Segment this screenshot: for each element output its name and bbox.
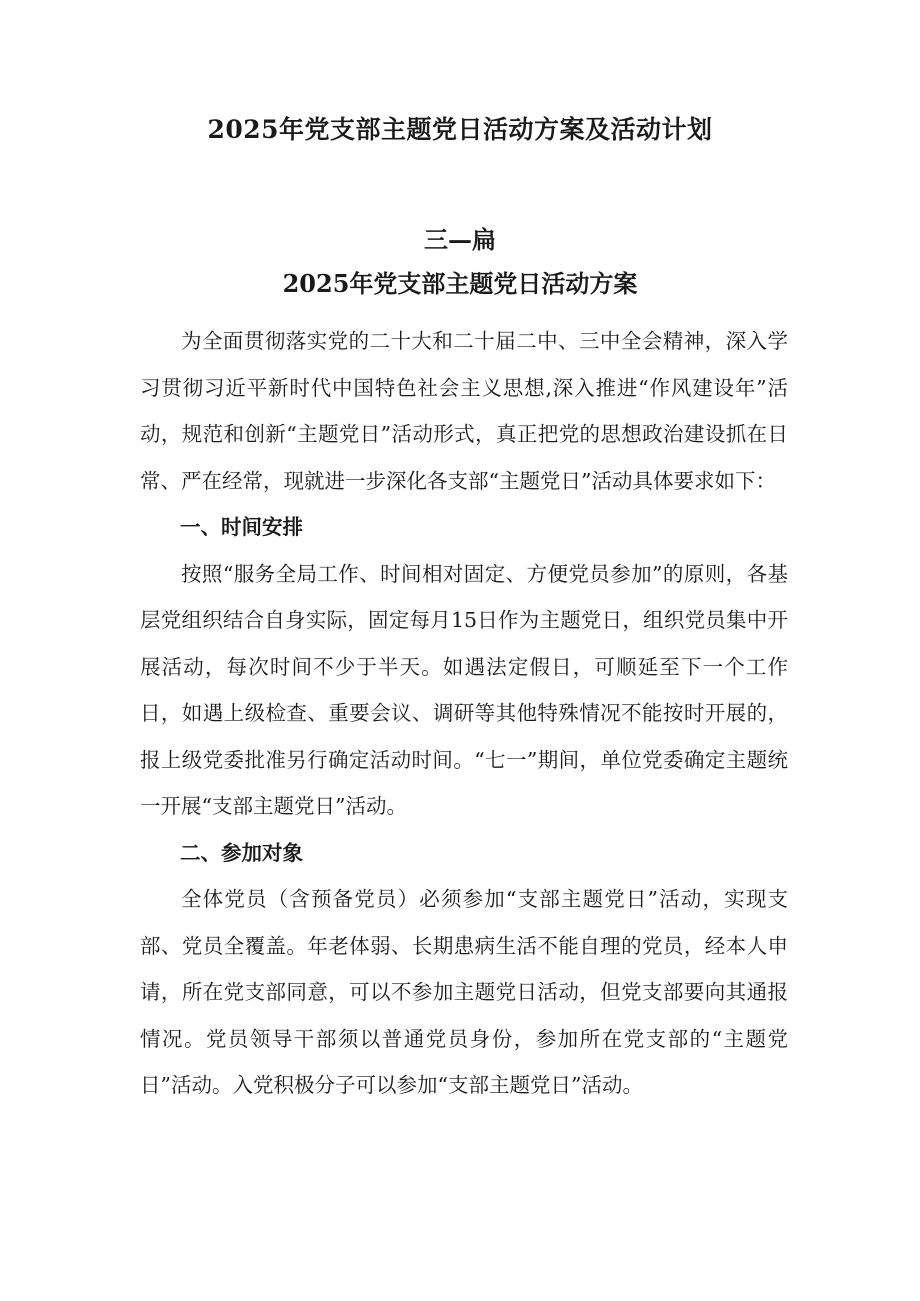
document-body	[140, 318, 788, 1109]
section-heading-time: 一、时间安排	[180, 515, 303, 539]
section-paragraph-participants: 全体党员（含预备党员）必须参加“支部主题党日”活动，实现支部、党员全覆盖。年老体弱、长期患病生活不能自理的党员，经本人申请，所在党支部同意，可以不参加主题党日活动，但党支部要向其通报情况。党员领导干部须以普通党员身份，参加所在党支部的“主题党日”活动。入党积极分子可以参加“支部主题党日”活动。	[140, 887, 788, 1097]
part-label: 三—扁	[424, 225, 496, 254]
part-title: 2025年党支部主题党日活动方案	[282, 269, 638, 298]
document-title: 2025年党支部主题党日活动方案及活动计划	[207, 115, 713, 144]
intro-paragraph: 为全面贯彻落实党的二十大和二十届二中、三中全会精神，深入学习贯彻习近平新时代中国特色社会主义思想,深入推进“作风建设年”活动，规范和创新“主题党日”活动形式，真正把党的思想政治建设抓在日常、严在经常，现就进一步深化各支部“主题党日”活动具体要求如下：	[140, 329, 788, 493]
section-heading-participants: 二、参加对象	[180, 840, 303, 865]
section-paragraph-time: 按照“服务全局工作、时间相对固定、方便党员参加”的原则，各基层党组织结合自身实际，固定每月15日作为主题党日，组织党员集中开展活动，每次时间不少于半天。如遇法定假日，可顺延至下一个工作日，如遇上级检查、重要会议、调研等其他特殊情况不能按时开展的，报上级党委批准另行确定活动时间。“七一”期间，单位党委确定主题统一开展“支部主题党日”活动。	[140, 561, 788, 818]
